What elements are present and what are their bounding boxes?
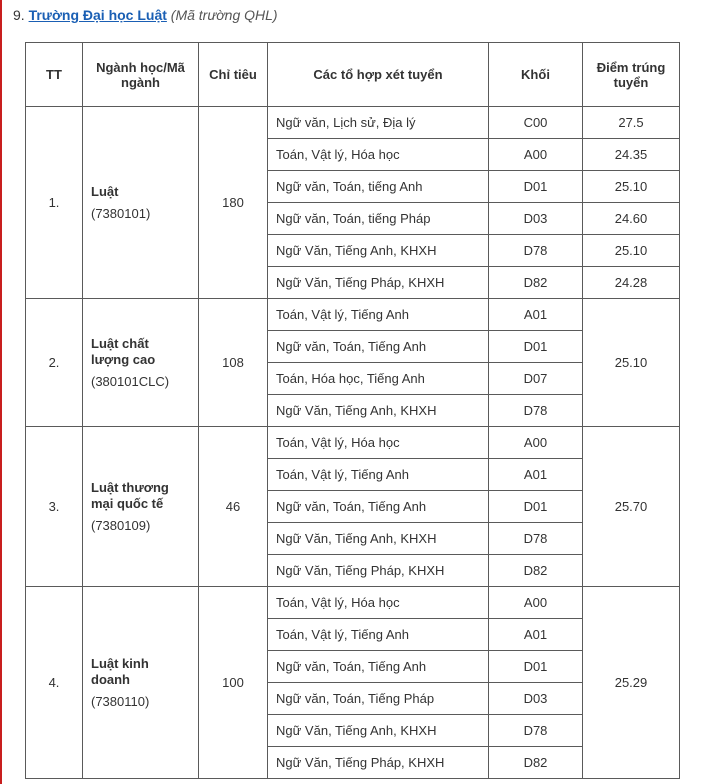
header-block: Khối bbox=[489, 43, 583, 107]
combo-cell: Toán, Vật lý, Tiếng Anh bbox=[268, 299, 489, 331]
quota-cell: 46 bbox=[199, 427, 268, 587]
school-code: (Mã trường QHL) bbox=[170, 7, 278, 23]
block-cell: D78 bbox=[489, 235, 583, 267]
combo-cell: Toán, Hóa học, Tiếng Anh bbox=[268, 363, 489, 395]
major-cell bbox=[83, 107, 199, 299]
row-number: 4. bbox=[26, 587, 83, 779]
table-row bbox=[26, 107, 680, 139]
header-quota: Chỉ tiêu bbox=[199, 43, 268, 107]
combo-cell: Ngữ Văn, Tiếng Pháp, KHXH bbox=[268, 267, 489, 299]
combo-cell: Ngữ văn, Toán, Tiếng Anh bbox=[268, 651, 489, 683]
block-cell: D78 bbox=[489, 715, 583, 747]
combo-cell: Toán, Vật lý, Tiếng Anh bbox=[268, 619, 489, 651]
block-cell: A00 bbox=[489, 139, 583, 171]
major-name: Luật kinh doanh bbox=[91, 655, 149, 687]
major-code: (7380110) bbox=[91, 693, 150, 709]
score-cell: 24.60 bbox=[583, 203, 680, 235]
combo-cell: Ngữ văn, Toán, Tiếng Pháp bbox=[268, 683, 489, 715]
header-combos: Các tổ hợp xét tuyển bbox=[268, 43, 489, 107]
combo-cell: Toán, Vật lý, Hóa học bbox=[268, 427, 489, 459]
combo-cell: Ngữ Văn, Tiếng Anh, KHXH bbox=[268, 395, 489, 427]
table-row bbox=[26, 427, 680, 459]
block-cell: A01 bbox=[489, 619, 583, 651]
table-row bbox=[26, 299, 680, 331]
row-number: 2. bbox=[26, 299, 83, 427]
block-cell: A01 bbox=[489, 459, 583, 491]
combo-cell: Ngữ Văn, Tiếng Anh, KHXH bbox=[268, 523, 489, 555]
table-row bbox=[26, 587, 680, 619]
block-cell: D82 bbox=[489, 267, 583, 299]
combo-cell: Ngữ văn, Toán, Tiếng Anh bbox=[268, 491, 489, 523]
section-heading bbox=[13, 6, 278, 24]
block-cell: D78 bbox=[489, 395, 583, 427]
row-number: 3. bbox=[26, 427, 83, 587]
quota-cell: 100 bbox=[199, 587, 268, 779]
major-name: Luật bbox=[91, 183, 119, 199]
combo-cell: Ngữ văn, Toán, tiếng Pháp bbox=[268, 203, 489, 235]
block-cell: D03 bbox=[489, 203, 583, 235]
combo-cell: Toán, Vật lý, Hóa học bbox=[268, 139, 489, 171]
score-cell: 25.29 bbox=[583, 587, 680, 779]
block-cell: A00 bbox=[489, 427, 583, 459]
score-cell: 27.5 bbox=[583, 107, 680, 139]
score-cell: 25.10 bbox=[583, 299, 680, 427]
major-name: Luật chất lượng cao bbox=[91, 335, 156, 367]
section-number: 9. bbox=[13, 7, 25, 23]
quota-cell: 180 bbox=[199, 107, 268, 299]
combo-cell: Toán, Vật lý, Tiếng Anh bbox=[268, 459, 489, 491]
block-cell: D82 bbox=[489, 747, 583, 779]
left-accent-bar bbox=[0, 0, 2, 784]
combo-cell: Ngữ Văn, Tiếng Anh, KHXH bbox=[268, 235, 489, 267]
block-cell: A00 bbox=[489, 587, 583, 619]
block-cell: D01 bbox=[489, 171, 583, 203]
header-score: Điểm trúng tuyển bbox=[583, 43, 680, 107]
combo-cell: Ngữ văn, Toán, tiếng Anh bbox=[268, 171, 489, 203]
combo-cell: Ngữ Văn, Tiếng Anh, KHXH bbox=[268, 715, 489, 747]
score-cell: 25.10 bbox=[583, 171, 680, 203]
score-cell: 25.10 bbox=[583, 235, 680, 267]
combo-cell: Toán, Vật lý, Hóa học bbox=[268, 587, 489, 619]
quota-cell: 108 bbox=[199, 299, 268, 427]
block-cell: D03 bbox=[489, 683, 583, 715]
major-code: (380101CLC) bbox=[91, 373, 170, 389]
score-cell: 25.70 bbox=[583, 427, 680, 587]
combo-cell: Ngữ văn, Toán, Tiếng Anh bbox=[268, 331, 489, 363]
block-cell: D01 bbox=[489, 491, 583, 523]
table-header-row bbox=[26, 43, 680, 107]
major-code: (7380109) bbox=[91, 517, 151, 533]
header-tt: TT bbox=[26, 43, 83, 107]
major-name: Luật thương mại quốc tế bbox=[91, 479, 169, 511]
block-cell: D07 bbox=[489, 363, 583, 395]
combo-cell: Ngữ Văn, Tiếng Pháp, KHXH bbox=[268, 747, 489, 779]
admission-scores-table bbox=[25, 42, 680, 779]
block-cell: D78 bbox=[489, 523, 583, 555]
block-cell: D01 bbox=[489, 331, 583, 363]
major-cell bbox=[83, 587, 199, 779]
block-cell: D01 bbox=[489, 651, 583, 683]
major-cell bbox=[83, 299, 199, 427]
combo-cell: Ngữ văn, Lịch sử, Địa lý bbox=[268, 107, 489, 139]
block-cell: A01 bbox=[489, 299, 583, 331]
school-link[interactable]: Trường Đại học Luật bbox=[28, 7, 167, 23]
major-code: (7380101) bbox=[91, 205, 151, 221]
header-major: Ngành học/Mã ngành bbox=[83, 43, 199, 107]
row-number: 1. bbox=[26, 107, 83, 299]
combo-cell: Ngữ Văn, Tiếng Pháp, KHXH bbox=[268, 555, 489, 587]
block-cell: D82 bbox=[489, 555, 583, 587]
major-cell bbox=[83, 427, 199, 587]
score-cell: 24.35 bbox=[583, 139, 680, 171]
block-cell: C00 bbox=[489, 107, 583, 139]
score-cell: 24.28 bbox=[583, 267, 680, 299]
